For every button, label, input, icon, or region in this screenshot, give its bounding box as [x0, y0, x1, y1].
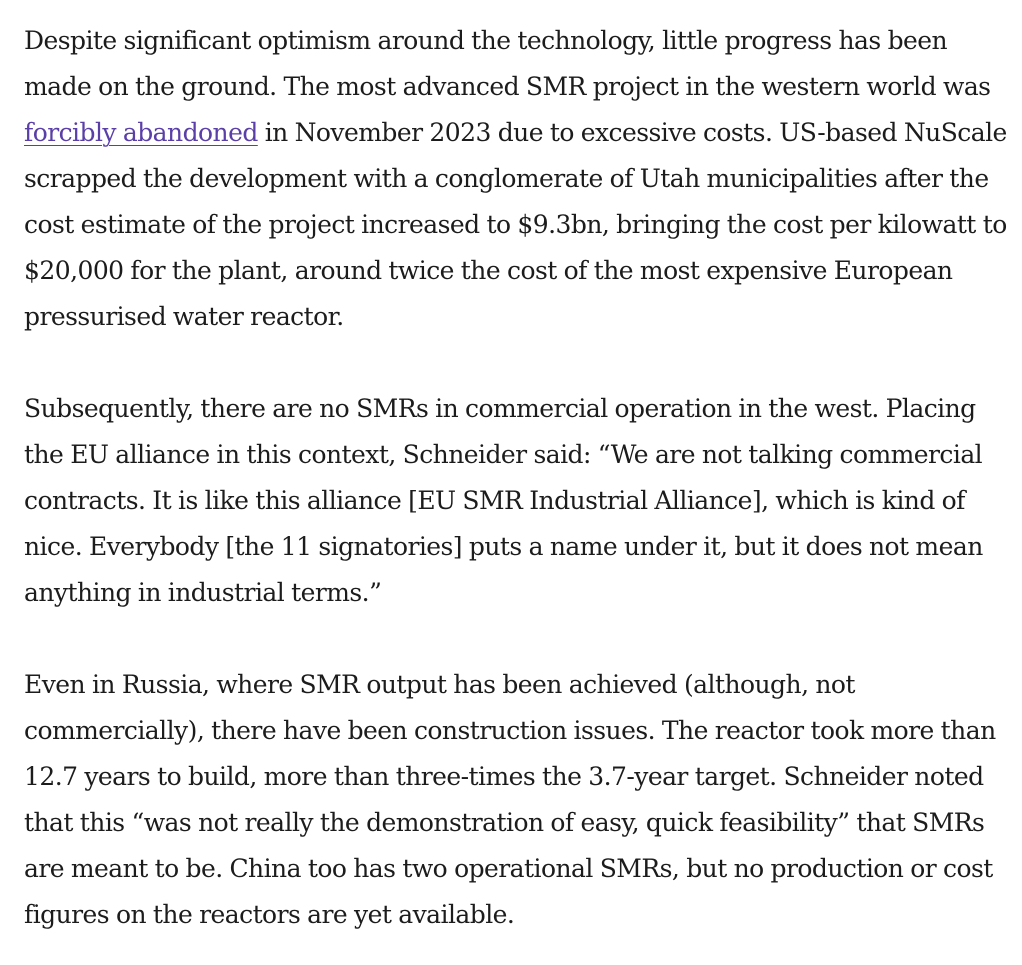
paragraph-nuscale [24, 18, 1014, 340]
article-body [24, 18, 1014, 938]
forcibly-abandoned-link[interactable]: forcibly abandoned [24, 118, 258, 147]
paragraph-text: Despite significant optimism around the technology, little progress has been made on the ground. The most advanced SMR project in the western world was [24, 26, 991, 101]
paragraph-eu-alliance: Subsequently, there are no SMRs in commercial operation in the west. Placing the EU alliance in this context, Schneider said: “We are not talking commercial contracts. It is like this alliance [EU SMR Industrial Alliance], which is kind of nice. Everybody [the 11 signatories] puts a name under it, but it does not mean anything in industrial terms.” [24, 394, 983, 607]
paragraph-russia-china: Even in Russia, where SMR output has been achieved (although, not commercially), there have been construction issues. The reactor took more than 12.7 years to build, more than three-times the 3.7-year target. Schneider noted that this “was not really the demonstration of easy, quick feasibility” that SMRs are meant to be. China too has two operational SMRs, but no production or cost figures on the reactors are yet available. [24, 670, 996, 929]
paragraph-text: in November 2023 due to excessive costs. US-based NuScale scrapped the development with a conglomerate of Utah municipalities after the cost estimate of the project increased to $9.3bn, bringing the cost per kilowatt to $20,000 for the plant, around twice the cost of the most expensive European pressurised water reactor. [24, 118, 1007, 331]
